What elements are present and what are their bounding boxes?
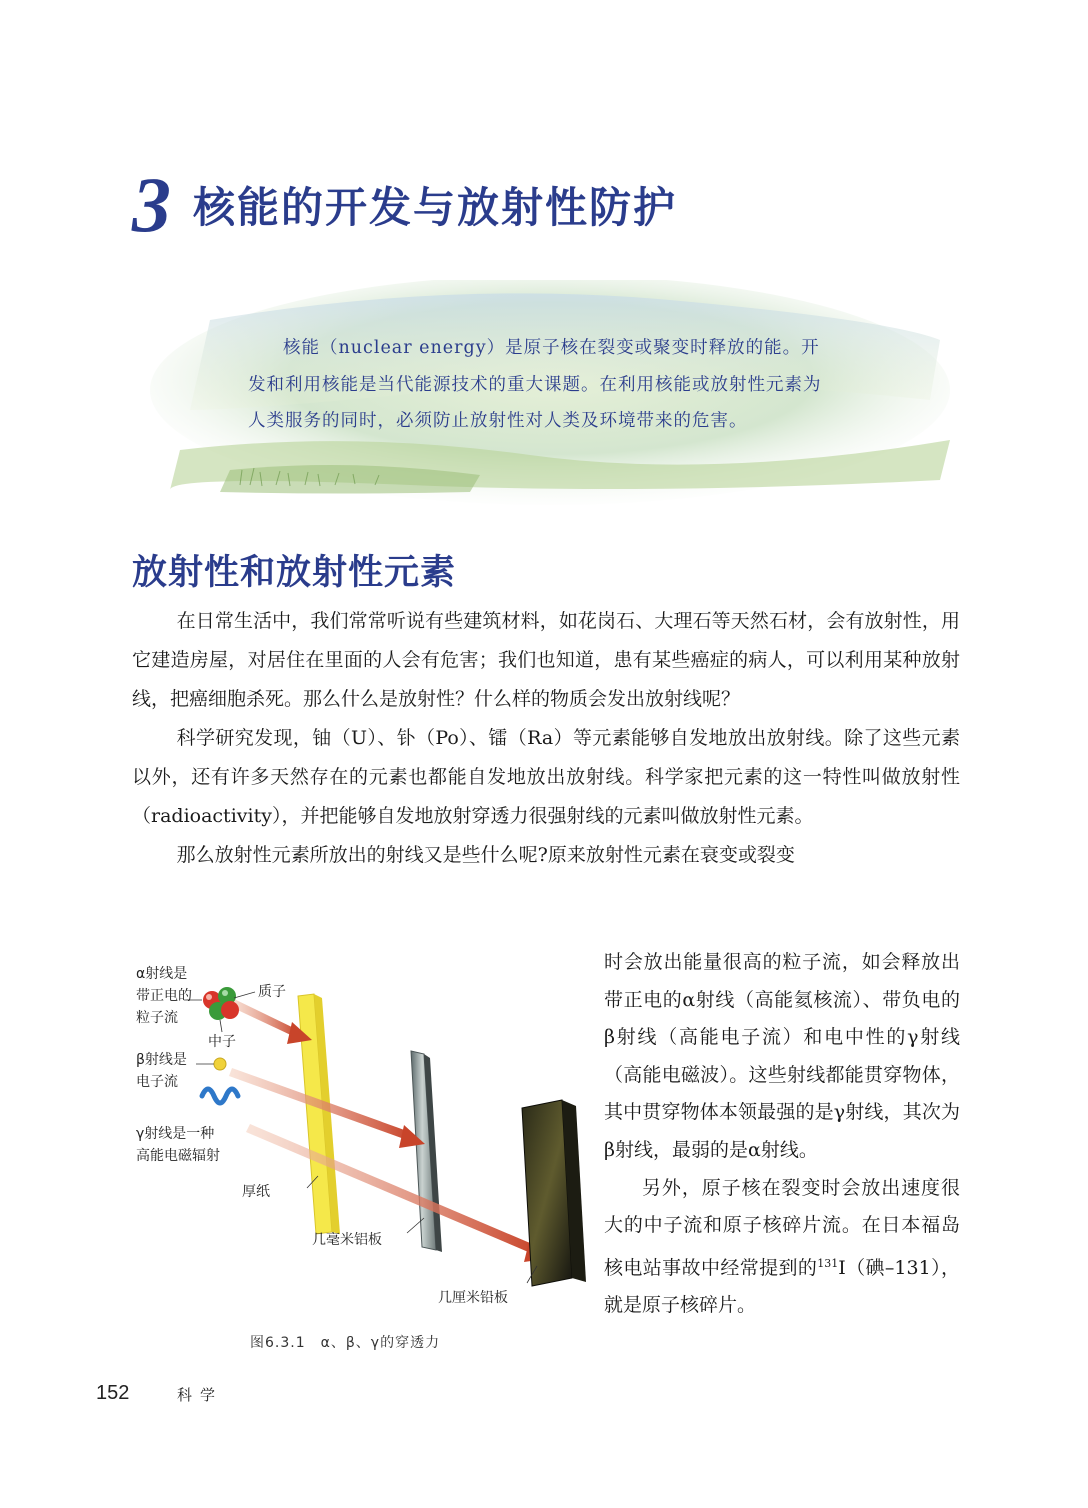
gamma-wave-icon — [202, 1089, 238, 1103]
aluminium-plate — [411, 1051, 442, 1252]
alpha-particle-icon — [203, 987, 239, 1020]
neutron-label: 中子 — [208, 1034, 236, 1050]
chapter-number: 3 — [132, 161, 171, 248]
alpha-label-line: 带正电的 — [136, 988, 192, 1004]
section-heading: 放射性和放射性元素 — [132, 553, 457, 593]
subject-label: 科学 — [177, 1386, 224, 1404]
paragraph: 时会放出能量很高的粒子流，如会释放出带正电的α射线（高能氦核流）、带负电的β射线（高能电子流）和电中性的γ射线（高能电磁波）。这些射线都能贯穿物体，其中贯穿物体本领最强的是γ射线，其次为β射线，最弱的是α射线。 — [604, 951, 960, 1161]
beta-label-line: 电子流 — [136, 1074, 178, 1090]
gamma-label-line: 高能电磁辐射 — [136, 1148, 220, 1164]
paragraph: 在日常生活中，我们常常听说有些建筑材料，如花岗石、大理石等天然石材，会有放射性，用它建造房屋，对居住在里面的人会有危害；我们也知道，患有某些癌症的病人，可以利用某种放射线，把癌细胞杀死。那么什么是放射性？什么样的物质会发出放射线呢？ — [132, 610, 960, 710]
intro-paragraph: 核能（nuclear energy）是原子核在裂变或聚变时释放的能。开发和利用核能是当代能源技术的重大课题。在利用核能或放射性元素为人类服务的同时，必须防止放射性对人类及环境带来的危害。 — [248, 338, 822, 431]
penetration-figure — [132, 948, 597, 1348]
paper-label: 厚纸 — [242, 1184, 270, 1200]
proton-label: 质子 — [258, 984, 286, 1000]
paper-sheet — [298, 994, 340, 1234]
lead-label: 几厘米铅板 — [438, 1290, 508, 1306]
gamma-ray-arrow — [246, 1124, 552, 1262]
paragraph: 那么放射性元素所放出的射线又是些什么呢?原来放射性元素在衰变或裂变 — [176, 844, 795, 866]
aluminium-label: 几毫米铝板 — [312, 1232, 382, 1248]
figure-caption: 图6.3.1 α、β、γ的穿透力 — [250, 1335, 441, 1351]
gamma-label-line: γ射线是一种 — [136, 1126, 215, 1142]
paragraph: 科学研究发现，铀（U）、钋（Po）、镭（Ra）等元素能够自发地放出放射线。除了这些元素以外，还有许多天然存在的元素也都能自发地放出放射线。科学家把元素的这一特性叫做放射性（radioactivity），并把能够自发地放射穿透力很强射线的元素叫做放射性元素。 — [132, 727, 960, 827]
body-text — [132, 602, 960, 875]
chapter-title: 核能的开发与放射性防护 — [193, 183, 678, 232]
isotope-mass-number: 131 — [817, 1256, 839, 1270]
lead-block — [522, 1100, 586, 1286]
paragraph: 另外，原子核在裂变时会放出速度很大的中子流和原子核碎片流。在日本福岛核电站事故中经常提到的$^{131}$I（碘–131），就是原子核碎片。 — [604, 1176, 960, 1317]
alpha-label-line: α射线是 — [136, 966, 188, 982]
beta-label-line: β射线是 — [136, 1052, 187, 1068]
page-number: 152 — [96, 1382, 130, 1404]
right-column-text — [604, 944, 960, 1325]
electron-icon — [214, 1058, 226, 1070]
chapter-heading — [132, 150, 677, 260]
alpha-label-line: 粒子流 — [136, 1010, 178, 1026]
